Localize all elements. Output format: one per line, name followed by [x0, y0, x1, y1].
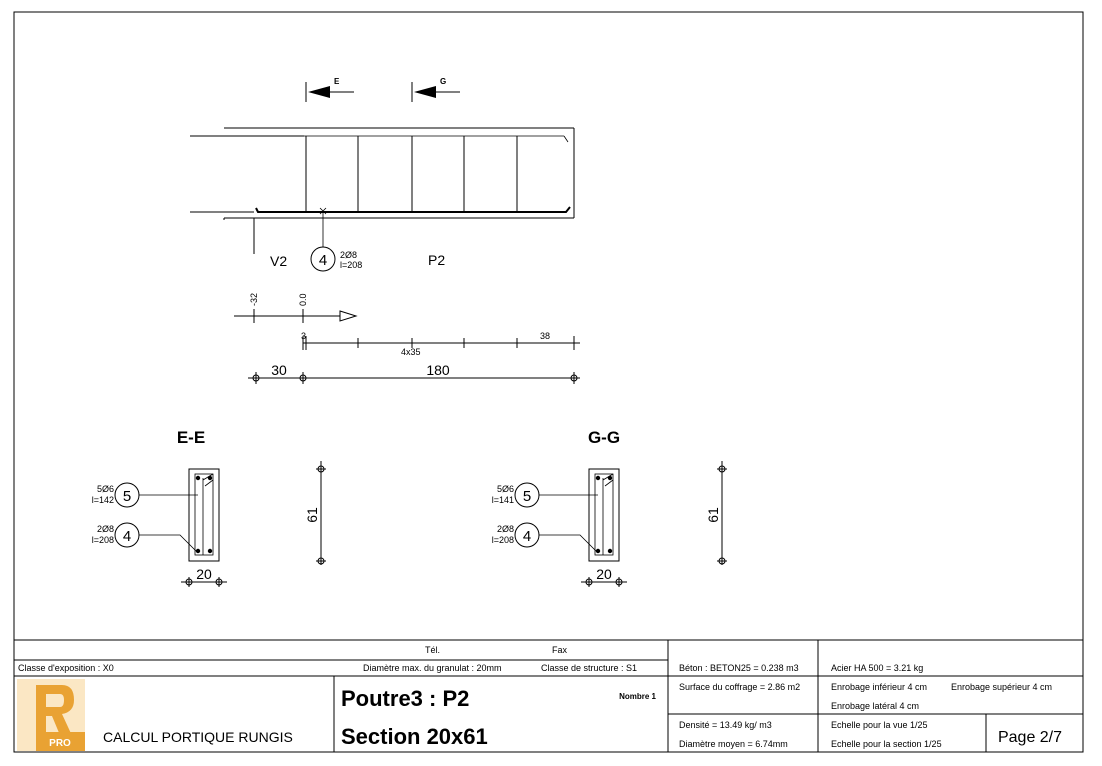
tb-page: Page 2/7 [997, 729, 1063, 746]
section-e-stirrup-mark: 5 [122, 488, 132, 505]
section-g-height: 61 [705, 507, 721, 523]
tb-structure-class: Classe de structure : S1 [541, 663, 638, 673]
dim-support: 30 [271, 362, 287, 378]
section-mark-e-label: E [334, 77, 340, 86]
tb-avg-diameter: Diamètre moyen = 6.74mm [679, 739, 788, 749]
support-label: V2 [270, 253, 288, 269]
beam-label: P2 [428, 252, 446, 268]
section-e-title: E-E [176, 428, 206, 447]
tb-exposure: Classe d'exposition : X0 [18, 663, 114, 673]
callout-length: l=208 [340, 260, 363, 270]
tb-scale-view: Echelle pour la vue 1/25 [831, 720, 928, 730]
tb-scale-section: Echelle pour la section 1/25 [831, 739, 942, 749]
section-e-bar-spec: 2Ø8 [96, 524, 114, 534]
spacing-middle: 4x35 [401, 347, 421, 357]
tb-element: Poutre3 : P2 [341, 686, 470, 711]
tb-cover-side: Enrobage latéral 4 cm [831, 701, 920, 711]
section-e-bar-length: l=208 [91, 535, 114, 545]
spacing-first: 3 [301, 331, 307, 341]
section-marker-g [412, 77, 460, 102]
section-g-bar-spec: 2Ø8 [496, 524, 514, 534]
section-e-height: 61 [304, 507, 320, 523]
section-marker-e [306, 77, 354, 102]
section-g-bar-mark: 4 [522, 528, 532, 545]
section-g-g [492, 428, 727, 587]
level-mark-right: 0.0 [298, 293, 308, 306]
callout-spec: 2Ø8 [340, 250, 358, 260]
tb-tel: Tél. [425, 645, 441, 655]
section-e-stirrup-spec: 5Ø6 [96, 484, 114, 494]
level-line [234, 293, 356, 323]
spacing-dimension [301, 331, 580, 357]
section-g-stirrup-mark: 5 [522, 488, 532, 505]
section-e-width: 20 [196, 566, 212, 582]
sheet-border [14, 12, 1083, 752]
tb-cover-top: Enrobage supérieur 4 cm [951, 682, 1053, 692]
section-e-e [92, 428, 326, 587]
section-g-width: 20 [596, 566, 612, 582]
callout-mark: 4 [318, 252, 328, 269]
tb-formwork: Surface du coffrage = 2.86 m2 [679, 682, 801, 692]
level-mark-left: -32 [249, 292, 259, 306]
section-g-bar-length: l=208 [491, 535, 514, 545]
title-block [14, 640, 1083, 752]
tb-count: Nombre 1 [619, 692, 656, 701]
dim-span: 180 [426, 362, 450, 378]
tb-steel: Acier HA 500 = 3.21 kg [831, 663, 924, 673]
section-mark-g-label: G [440, 77, 447, 86]
section-g-stirrup-length: l=141 [491, 495, 514, 505]
section-g-stirrup-spec: 5Ø6 [496, 484, 514, 494]
section-g-title: G-G [587, 428, 621, 447]
tb-concrete: Béton : BETON25 = 0.238 m3 [679, 663, 799, 673]
spacing-last: 38 [540, 331, 551, 341]
logo-text: PRO [49, 738, 71, 749]
tb-section: Section 20x61 [341, 724, 488, 749]
tb-cover-bottom: Enrobage inférieur 4 cm [831, 682, 928, 692]
tb-fax: Fax [552, 645, 568, 655]
section-e-stirrup-length: l=142 [91, 495, 114, 505]
logo [17, 679, 85, 751]
tb-density: Densité = 13.49 kg/ m3 [679, 720, 772, 730]
main-dimension [248, 362, 580, 384]
beam-elevation [190, 128, 574, 271]
tb-aggregate: Diamètre max. du granulat : 20mm [363, 663, 502, 673]
tb-project: CALCUL PORTIQUE RUNGIS [103, 729, 293, 745]
section-e-bar-mark: 4 [122, 528, 132, 545]
